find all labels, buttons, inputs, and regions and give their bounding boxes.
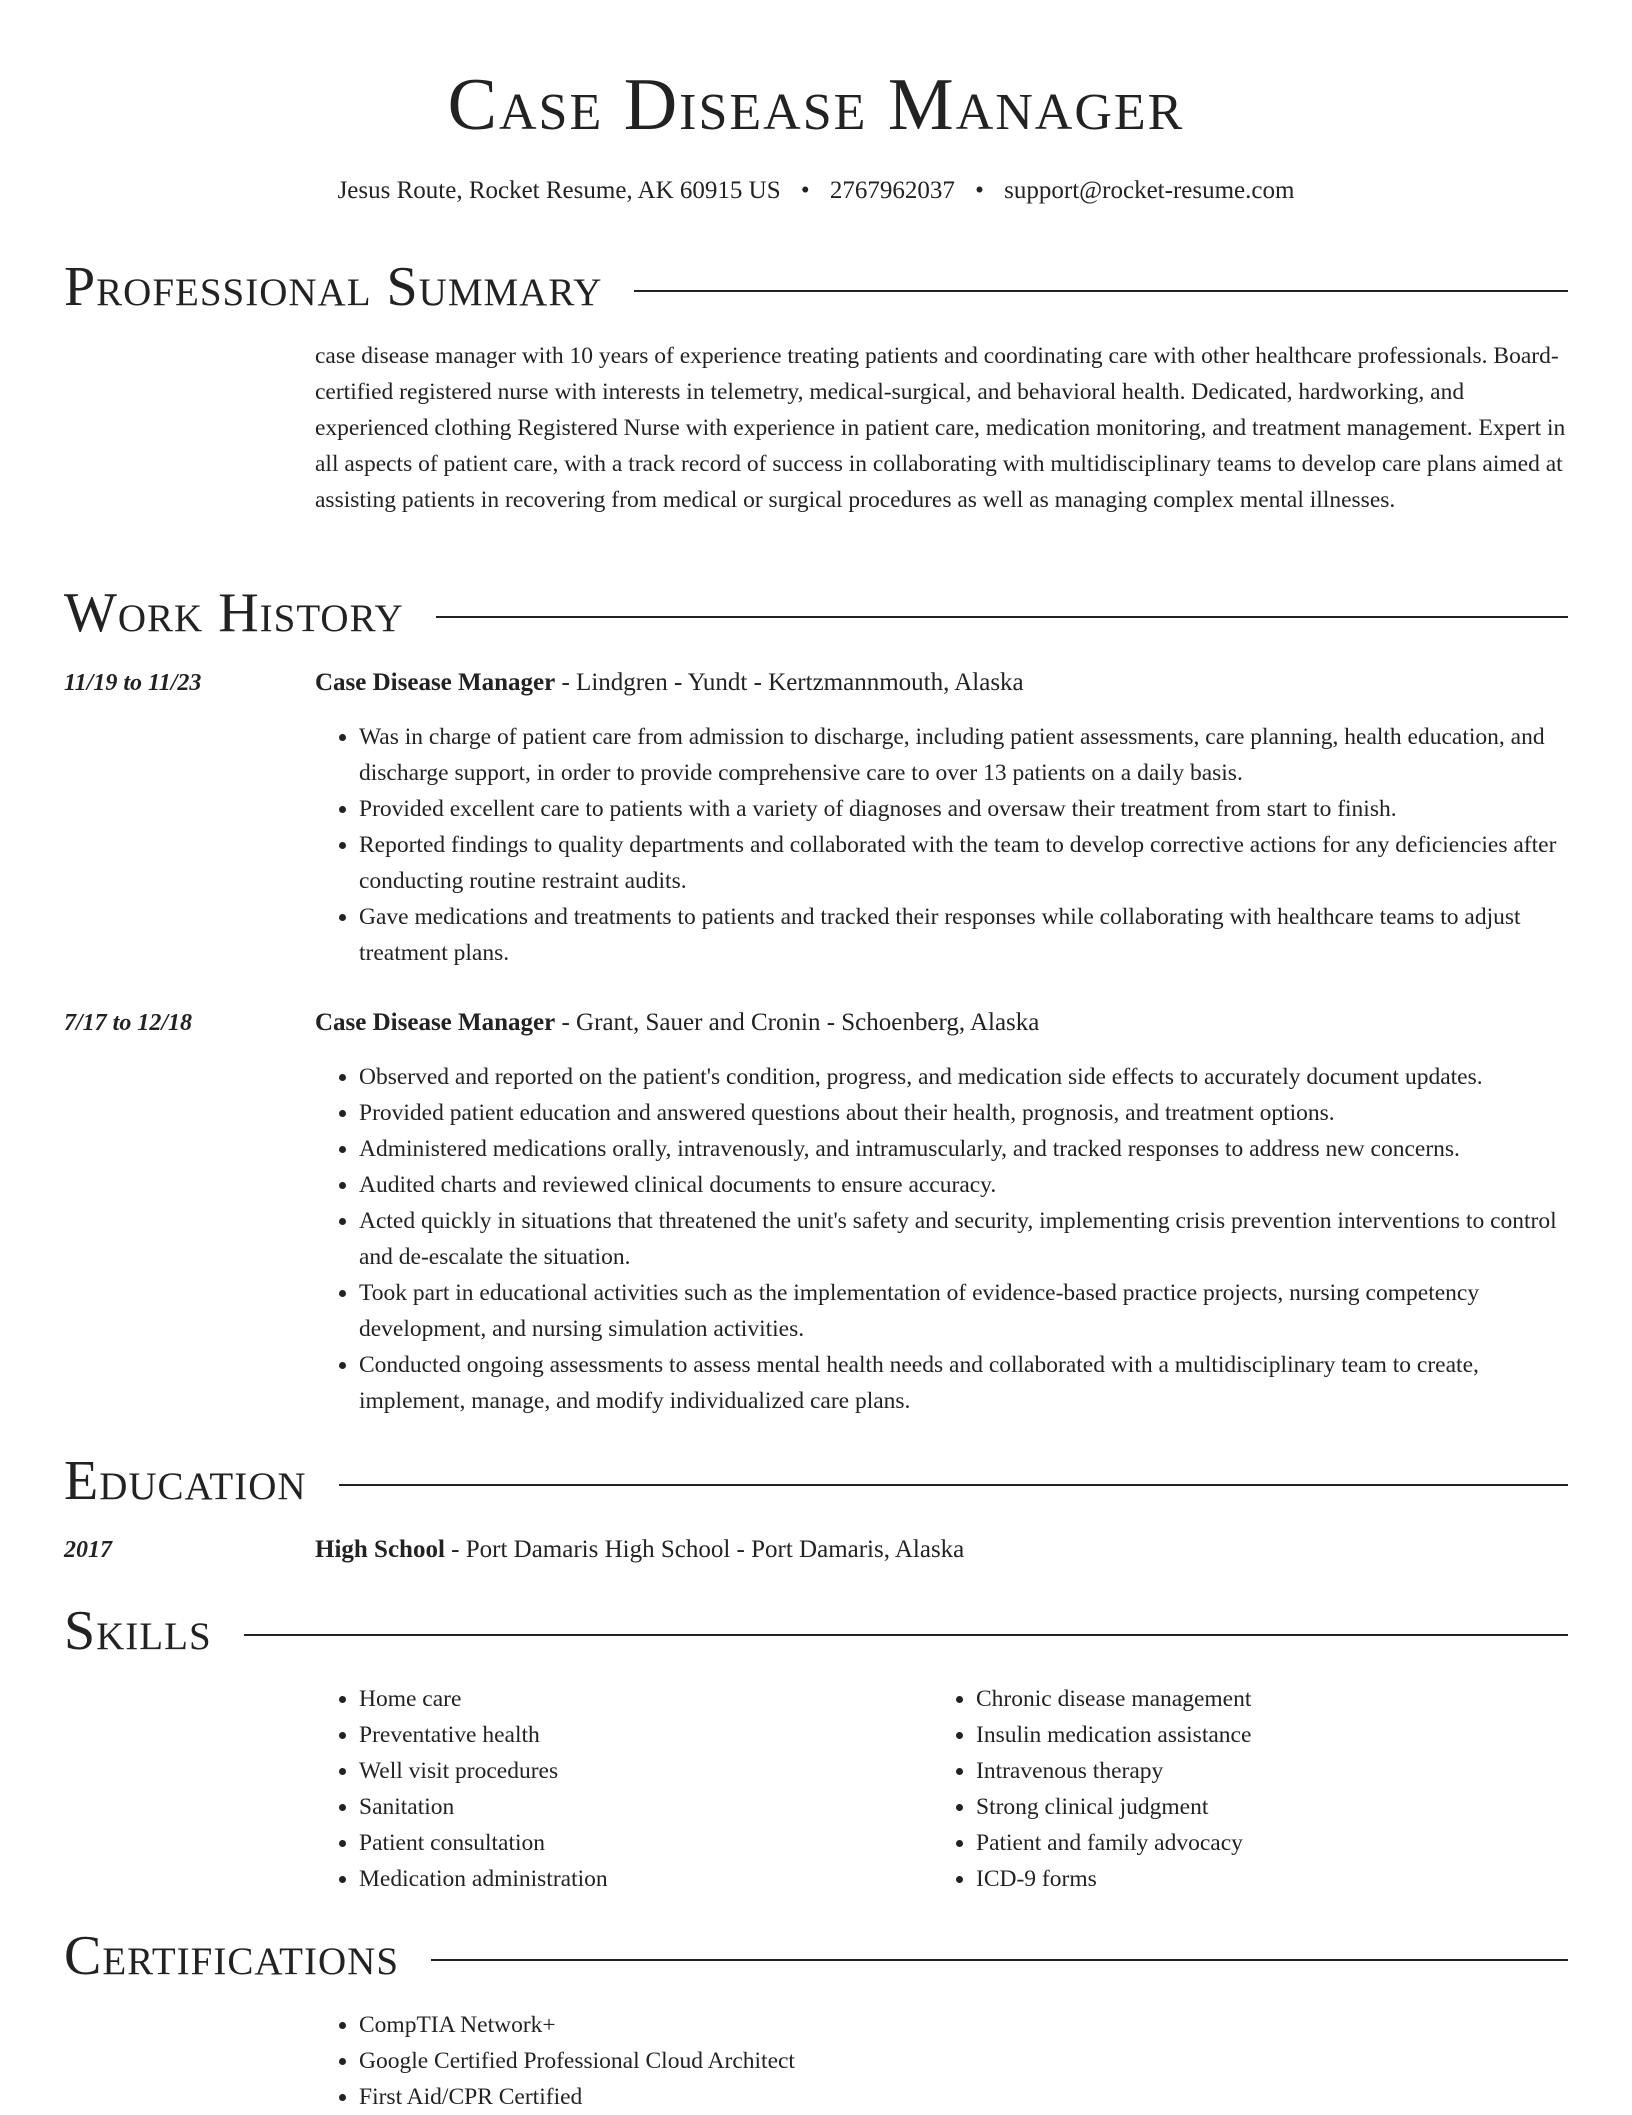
job-heading <box>315 665 1568 701</box>
skill-item: • Insulin medication assistance <box>976 1717 1536 1753</box>
job-bullets <box>315 719 1568 971</box>
education-title: Education <box>64 1446 339 1516</box>
work-section-header <box>64 578 1568 648</box>
job-bullet: • Observed and reported on the patient's condition, progress, and medication side effects to accurately document updates. <box>359 1059 1568 1095</box>
skill-item: • Well visit procedures <box>359 1753 919 1789</box>
certification-item: • CompTIA Network+ <box>359 2007 919 2043</box>
job-bullet: • Provided excellent care to patients with a variety of diagnoses and oversaw their treatment from start to finish. <box>359 791 1568 827</box>
contact-email[interactable]: support@rocket-resume.com <box>1004 177 1295 204</box>
job-bullet: • Administered medications orally, intravenously, and intramuscularly, and tracked responses to address new concerns. <box>359 1131 1568 1167</box>
skills-list-right <box>932 1681 1536 1897</box>
job-bullet: • Took part in educational activities such as the implementation of evidence-based practice projects, nursing competency development, and nursing simulation activities. <box>359 1275 1568 1347</box>
job-bullet: • Provided patient education and answered questions about their health, prognosis, and treatment options. <box>359 1095 1568 1131</box>
skill-item: • Medication administration <box>359 1861 919 1897</box>
skill-item: • Preventative health <box>359 1717 919 1753</box>
education-section-header <box>64 1446 1568 1516</box>
summary-text: case disease manager with 10 years of experience treating patients and coordinating care with other healthcare professionals. Board-certified registered nurse with interests in telemetry, medical-surgical, and behavioral health. Dedicated, hardworking, and experienced clothing Registered Nurse with experience in patient care, medication monitoring, and treatment management. Expert in all aspects of patient care, with a track record of success in collaborating with multidisciplinary teams to develop care plans aimed at assisting patients in recovering from medical or surgical procedures as well as managing complex mental illnesses. <box>315 343 1566 513</box>
education-heading <box>315 1532 1568 1568</box>
job-dates: 7/17 to 12/18 <box>64 1010 193 1036</box>
education-school: - Port Damaris High School - Port Damaris, Alaska <box>444 1536 965 1563</box>
certification-item: • First Aid/CPR Certified <box>359 2079 919 2115</box>
job-dates: 11/19 to 11/23 <box>64 670 202 696</box>
skill-item: • Patient and family advocacy <box>976 1825 1536 1861</box>
skill-item: • Strong clinical judgment <box>976 1789 1536 1825</box>
skills-section-header <box>64 1596 1568 1666</box>
certifications-title: Certifications <box>64 1921 431 1991</box>
skill-item: • Intravenous therapy <box>976 1753 1536 1789</box>
resume-name: Case Disease Manager <box>447 64 1185 146</box>
job-bullet: • Conducted ongoing assessments to assess mental health needs and collaborated with a multidisciplinary team to create, implement, manage, and modify individualized care plans. <box>359 1347 1568 1419</box>
job-employer: - Grant, Sauer and Cronin - Schoenberg, Alaska <box>555 1009 1040 1036</box>
section-rule <box>64 1634 1568 1636</box>
contact-separator: • <box>975 177 984 204</box>
job-bullet: • Audited charts and reviewed clinical documents to ensure accuracy. <box>359 1167 1568 1203</box>
contact-address: Jesus Route, Rocket Resume, AK 60915 US <box>337 177 781 204</box>
work-title: Work History <box>64 578 436 648</box>
job-employer: - Lindgren - Yundt - Kertzmannmouth, Alaska <box>555 669 1024 696</box>
certification-item: • Google Certified Professional Cloud Architect <box>359 2043 919 2079</box>
certifications-list <box>315 2007 919 2115</box>
summary-title: Professional Summary <box>64 252 634 322</box>
skill-item: • Sanitation <box>359 1789 919 1825</box>
job-bullets <box>315 1059 1568 1419</box>
education-degree: High School <box>315 1536 445 1563</box>
job-role: Case Disease Manager <box>315 669 556 696</box>
contact-line <box>0 174 1632 208</box>
job-role: Case Disease Manager <box>315 1009 556 1036</box>
job-bullet: • Was in charge of patient care from admission to discharge, including patient assessments, care planning, health education, and discharge support, in order to provide comprehensive care to over 13 patients on a daily basis. <box>359 719 1568 791</box>
skill-item: • Patient consultation <box>359 1825 919 1861</box>
contact-phone: 2767962037 <box>829 177 955 204</box>
skill-item: • Home care <box>359 1681 919 1717</box>
summary-section-header <box>64 252 1568 322</box>
job-bullet: • Gave medications and treatments to patients and tracked their responses while collaborating with healthcare teams to adjust treatment plans. <box>359 899 1568 971</box>
job-bullet: • Acted quickly in situations that threatened the unit's safety and security, implementing crisis prevention interventions to control and de-escalate the situation. <box>359 1203 1568 1275</box>
job-heading <box>315 1005 1568 1041</box>
education-year: 2017 <box>64 1537 112 1563</box>
job-bullet: • Reported findings to quality departments and collaborated with the team to develop corrective actions for any deficiencies after conducting routine restraint audits. <box>359 827 1568 899</box>
certifications-section-header <box>64 1921 1568 1991</box>
skill-item: • Chronic disease management <box>976 1681 1536 1717</box>
skills-title: Skills <box>64 1596 244 1666</box>
contact-separator: • <box>800 177 810 204</box>
skills-list-left <box>315 1681 919 1897</box>
skill-item: • ICD-9 forms <box>976 1861 1536 1897</box>
